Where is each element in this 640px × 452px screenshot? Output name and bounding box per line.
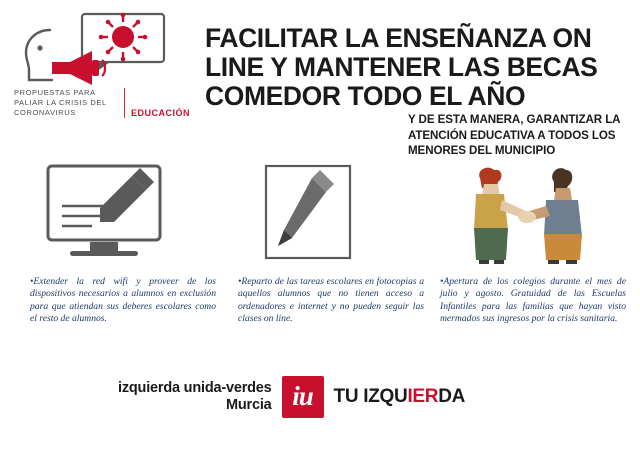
proposal-column-3 [440, 160, 626, 326]
brand-icon-group [14, 12, 184, 86]
proposal-column-2 [238, 160, 424, 326]
footer-tagline [334, 386, 466, 408]
proposal-text-3: •Apertura de los colegios durante el mes de julio y agosto. Gratuidad de las Escuelas Infantiles para las familias que hayan visto mermados sus ingresos por la crisis sanitaria. [440, 276, 626, 325]
brand-tagline-left: PROPUESTAS PARA PALIAR LA CRISIS DEL CORONAVIRUS [14, 88, 125, 118]
brand-tagline [14, 88, 192, 118]
footer-tagline-accent: IER [407, 386, 439, 407]
brand-block [14, 12, 192, 118]
page-title: FACILITAR LA ENSEÑANZA ON LINE Y MANTENER LAS BECAS COMEDOR TODO EL AÑO [205, 23, 598, 111]
footer-tagline-part1: TU IZQU [333, 386, 408, 407]
proposal-text-1: •Extender la red wifi y proveer de los dispositivos necesarios a alumnos en exclusión para que atiendan sus deberes escolares como el resto de alumnos. [30, 276, 216, 325]
proposal-column-1 [30, 160, 216, 326]
iu-logo-glyph: iu [292, 380, 313, 411]
proposal-text-2: •Reparto de las tareas escolares en fotocopias a aquellos alumnos que no tienen acceso a ordenadores e internet y no pueden seguir las clases on line. [238, 276, 424, 325]
poster-header [0, 0, 640, 170]
footer-tagline-part2: DA [438, 386, 466, 407]
handshake-icon [518, 211, 536, 223]
pencil-icon [100, 168, 154, 222]
megaphone-icon [48, 48, 110, 88]
party-name-line1: izquierda unida-verdes [118, 380, 272, 396]
computer-monitor-pencil-icon [30, 160, 216, 268]
poster-footer [0, 368, 640, 452]
page-subtitle: Y DE ESTA MANERA, GARANTIZAR LA ATENCIÓN EDUCATIVA A TODOS LOS MENORES DEL MUNICIPIO [408, 113, 621, 157]
proposal-columns [0, 160, 640, 370]
brand-tagline-right: EDUCACIÓN [131, 108, 191, 118]
party-name [118, 380, 272, 414]
party-name-line2: Murcia [225, 397, 272, 413]
pencil-document-icon [238, 160, 424, 268]
footer-branding [118, 376, 465, 418]
iu-logo [282, 376, 324, 418]
two-people-handshake-illustration [440, 160, 626, 268]
